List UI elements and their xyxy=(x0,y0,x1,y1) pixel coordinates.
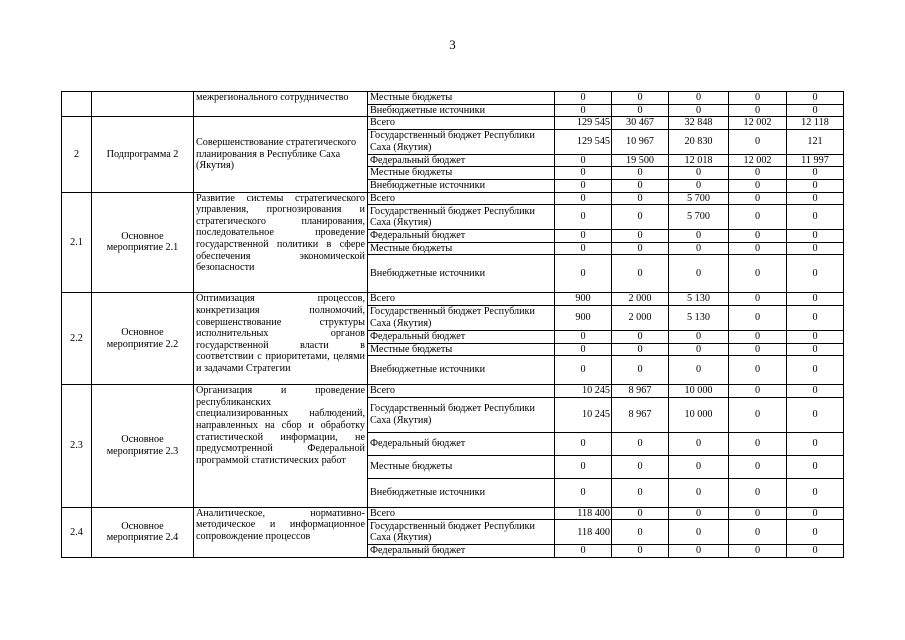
funding-source-cell: Государственный бюджет Республики Саха (Якутия) xyxy=(368,305,555,330)
amount-cell: 0 xyxy=(787,179,844,192)
amount-cell: 0 xyxy=(612,478,669,507)
amount-cell: 0 xyxy=(555,179,612,192)
funding-source-cell: Внебюджетные источники xyxy=(368,356,555,385)
funding-source-cell: Всего xyxy=(368,385,555,398)
amount-cell: 0 xyxy=(669,507,729,520)
funding-source-cell: Государственный бюджет Республики Саха (Якутия) xyxy=(368,397,555,432)
amount-cell: 12 002 xyxy=(729,154,787,167)
amount-cell: 11 997 xyxy=(787,154,844,167)
amount-cell: 0 xyxy=(669,520,729,545)
amount-cell: 0 xyxy=(612,455,669,478)
amount-cell: 0 xyxy=(787,192,844,205)
amount-cell: 0 xyxy=(612,179,669,192)
amount-cell: 0 xyxy=(612,432,669,455)
amount-cell: 0 xyxy=(555,545,612,558)
amount-cell: 900 xyxy=(555,305,612,330)
amount-cell: 0 xyxy=(612,507,669,520)
amount-cell: 5 130 xyxy=(669,305,729,330)
amount-cell: 0 xyxy=(787,242,844,255)
amount-cell: 0 xyxy=(729,432,787,455)
amount-cell: 0 xyxy=(669,343,729,356)
amount-cell: 0 xyxy=(612,205,669,230)
amount-cell: 0 xyxy=(669,230,729,243)
table-row xyxy=(62,293,844,306)
funding-source-cell: Федеральный бюджет xyxy=(368,230,555,243)
amount-cell: 8 967 xyxy=(612,397,669,432)
table-row xyxy=(62,192,844,205)
amount-cell: 0 xyxy=(729,255,787,293)
amount-cell: 0 xyxy=(612,545,669,558)
amount-cell: 900 xyxy=(555,293,612,306)
amount-cell: 0 xyxy=(612,192,669,205)
funding-source-cell: Федеральный бюджет xyxy=(368,154,555,167)
amount-cell: 0 xyxy=(729,343,787,356)
amount-cell: 0 xyxy=(669,545,729,558)
amount-cell: 5 130 xyxy=(669,293,729,306)
funding-source-cell: Федеральный бюджет xyxy=(368,432,555,455)
amount-cell: 0 xyxy=(729,92,787,105)
amount-cell: 0 xyxy=(787,343,844,356)
table-row xyxy=(62,385,844,398)
amount-cell: 0 xyxy=(729,455,787,478)
funding-source-cell: Местные бюджеты xyxy=(368,455,555,478)
amount-cell: 0 xyxy=(669,179,729,192)
amount-cell: 0 xyxy=(729,242,787,255)
amount-cell: 0 xyxy=(612,230,669,243)
amount-cell: 10 967 xyxy=(612,129,669,154)
funding-source-cell: Внебюджетные источники xyxy=(368,179,555,192)
amount-cell: 0 xyxy=(729,129,787,154)
amount-cell: 0 xyxy=(669,455,729,478)
amount-cell: 0 xyxy=(729,330,787,343)
amount-cell: 32 848 xyxy=(669,117,729,130)
amount-cell: 12 002 xyxy=(729,117,787,130)
amount-cell: 0 xyxy=(555,192,612,205)
table-row xyxy=(62,507,844,520)
amount-cell: 0 xyxy=(787,167,844,180)
program-description-cell: Организация и проведение республиканских специализированных наблюдений, направленных на сбор и обработку статистической информации, не предусмотренной Федеральной программой статистических работ xyxy=(194,385,368,508)
amount-cell: 0 xyxy=(729,179,787,192)
program-name-cell: Основное мероприятие 2.4 xyxy=(92,507,194,557)
amount-cell: 8 967 xyxy=(612,385,669,398)
amount-cell: 0 xyxy=(612,520,669,545)
funding-source-cell: Местные бюджеты xyxy=(368,92,555,105)
funding-source-cell: Внебюджетные источники xyxy=(368,104,555,117)
amount-cell: 0 xyxy=(669,478,729,507)
amount-cell: 0 xyxy=(787,478,844,507)
amount-cell: 0 xyxy=(612,167,669,180)
funding-source-cell: Местные бюджеты xyxy=(368,167,555,180)
program-description-cell: Оптимизация процессов, конкретизация полномочий, совершенствование структуры исполнительных органов государственной власти в соответствии с приоритетами, целями и задачами Стратегии xyxy=(194,293,368,385)
program-description-cell: Развитие системы стратегического управления, прогнозирования и стратегического планирования, последовательное проведение государственной политики в сфере обеспечения экономической безопасности xyxy=(194,192,368,293)
table-row xyxy=(62,92,844,105)
amount-cell: 0 xyxy=(729,293,787,306)
program-name-cell: Подпрограмма 2 xyxy=(92,117,194,192)
amount-cell: 10 245 xyxy=(555,397,612,432)
amount-cell: 0 xyxy=(729,167,787,180)
amount-cell: 0 xyxy=(555,154,612,167)
amount-cell: 0 xyxy=(612,242,669,255)
amount-cell: 0 xyxy=(555,167,612,180)
amount-cell: 0 xyxy=(669,356,729,385)
funding-source-cell: Государственный бюджет Республики Саха (Якутия) xyxy=(368,129,555,154)
amount-cell: 118 400 xyxy=(555,520,612,545)
amount-cell: 2 000 xyxy=(612,293,669,306)
row-number-cell xyxy=(62,92,92,117)
amount-cell: 0 xyxy=(787,230,844,243)
table-row xyxy=(62,117,844,130)
amount-cell: 0 xyxy=(787,255,844,293)
amount-cell: 0 xyxy=(729,305,787,330)
amount-cell: 20 830 xyxy=(669,129,729,154)
amount-cell: 0 xyxy=(555,205,612,230)
program-name-cell: Основное мероприятие 2.2 xyxy=(92,293,194,385)
amount-cell: 0 xyxy=(669,330,729,343)
program-description-cell: Совершенствование стратегического планирования в Республике Саха (Якутия) xyxy=(194,117,368,192)
funding-source-cell: Всего xyxy=(368,293,555,306)
amount-cell: 0 xyxy=(787,330,844,343)
amount-cell: 0 xyxy=(555,478,612,507)
funding-source-cell: Всего xyxy=(368,507,555,520)
amount-cell: 0 xyxy=(729,230,787,243)
amount-cell: 129 545 xyxy=(555,117,612,130)
row-number-cell: 2.2 xyxy=(62,293,92,385)
amount-cell: 0 xyxy=(787,205,844,230)
amount-cell: 0 xyxy=(555,343,612,356)
amount-cell: 0 xyxy=(612,330,669,343)
amount-cell: 0 xyxy=(555,356,612,385)
amount-cell: 0 xyxy=(729,192,787,205)
amount-cell: 0 xyxy=(729,397,787,432)
amount-cell: 0 xyxy=(787,545,844,558)
amount-cell: 0 xyxy=(612,356,669,385)
amount-cell: 0 xyxy=(787,293,844,306)
amount-cell: 0 xyxy=(555,92,612,105)
amount-cell: 0 xyxy=(669,255,729,293)
amount-cell: 5 700 xyxy=(669,192,729,205)
amount-cell: 10 000 xyxy=(669,385,729,398)
table-body xyxy=(62,92,844,558)
amount-cell: 0 xyxy=(729,478,787,507)
amount-cell: 0 xyxy=(555,230,612,243)
program-name-cell: Основное мероприятие 2.1 xyxy=(92,192,194,293)
funding-source-cell: Внебюджетные источники xyxy=(368,478,555,507)
amount-cell: 0 xyxy=(787,397,844,432)
amount-cell: 12 018 xyxy=(669,154,729,167)
funding-source-cell: Местные бюджеты xyxy=(368,242,555,255)
amount-cell: 0 xyxy=(612,255,669,293)
amount-cell: 118 400 xyxy=(555,507,612,520)
amount-cell: 0 xyxy=(729,205,787,230)
amount-cell: 0 xyxy=(787,104,844,117)
amount-cell: 12 118 xyxy=(787,117,844,130)
amount-cell: 0 xyxy=(729,104,787,117)
funding-source-cell: Федеральный бюджет xyxy=(368,545,555,558)
program-description-cell: межрегионального сотрудничество xyxy=(194,92,368,117)
row-number-cell: 2.3 xyxy=(62,385,92,508)
amount-cell: 0 xyxy=(555,455,612,478)
amount-cell: 0 xyxy=(555,330,612,343)
amount-cell: 0 xyxy=(555,255,612,293)
amount-cell: 0 xyxy=(729,520,787,545)
program-name-cell: Основное мероприятие 2.3 xyxy=(92,385,194,508)
amount-cell: 0 xyxy=(787,507,844,520)
amount-cell: 0 xyxy=(669,242,729,255)
funding-source-cell: Государственный бюджет Республики Саха (Якутия) xyxy=(368,205,555,230)
amount-cell: 10 245 xyxy=(555,385,612,398)
amount-cell: 0 xyxy=(612,104,669,117)
amount-cell: 0 xyxy=(729,356,787,385)
amount-cell: 0 xyxy=(555,432,612,455)
funding-source-cell: Государственный бюджет Республики Саха (Якутия) xyxy=(368,520,555,545)
amount-cell: 0 xyxy=(787,356,844,385)
amount-cell: 0 xyxy=(787,520,844,545)
amount-cell: 10 000 xyxy=(669,397,729,432)
amount-cell: 0 xyxy=(612,92,669,105)
amount-cell: 0 xyxy=(729,545,787,558)
funding-source-cell: Внебюджетные источники xyxy=(368,255,555,293)
program-description-cell: Аналитическое, нормативно-методическое и информационное сопровождение процессов xyxy=(194,507,368,557)
amount-cell: 0 xyxy=(669,92,729,105)
amount-cell: 0 xyxy=(555,104,612,117)
amount-cell: 19 500 xyxy=(612,154,669,167)
amount-cell: 30 467 xyxy=(612,117,669,130)
amount-cell: 0 xyxy=(669,104,729,117)
amount-cell: 5 700 xyxy=(669,205,729,230)
amount-cell: 0 xyxy=(729,507,787,520)
row-number-cell: 2.4 xyxy=(62,507,92,557)
amount-cell: 0 xyxy=(787,92,844,105)
amount-cell: 121 xyxy=(787,129,844,154)
funding-source-cell: Местные бюджеты xyxy=(368,343,555,356)
amount-cell: 0 xyxy=(555,242,612,255)
funding-source-cell: Всего xyxy=(368,117,555,130)
amount-cell: 0 xyxy=(669,432,729,455)
page-number: 3 xyxy=(449,37,456,52)
funding-source-cell: Федеральный бюджет xyxy=(368,330,555,343)
amount-cell: 0 xyxy=(612,343,669,356)
amount-cell: 0 xyxy=(787,432,844,455)
amount-cell: 0 xyxy=(729,385,787,398)
budget-table xyxy=(61,91,844,558)
amount-cell: 0 xyxy=(787,305,844,330)
program-name-cell xyxy=(92,92,194,117)
amount-cell: 0 xyxy=(787,385,844,398)
funding-source-cell: Всего xyxy=(368,192,555,205)
amount-cell: 0 xyxy=(669,167,729,180)
amount-cell: 129 545 xyxy=(555,129,612,154)
amount-cell: 0 xyxy=(787,455,844,478)
row-number-cell: 2.1 xyxy=(62,192,92,293)
row-number-cell: 2 xyxy=(62,117,92,192)
amount-cell: 2 000 xyxy=(612,305,669,330)
